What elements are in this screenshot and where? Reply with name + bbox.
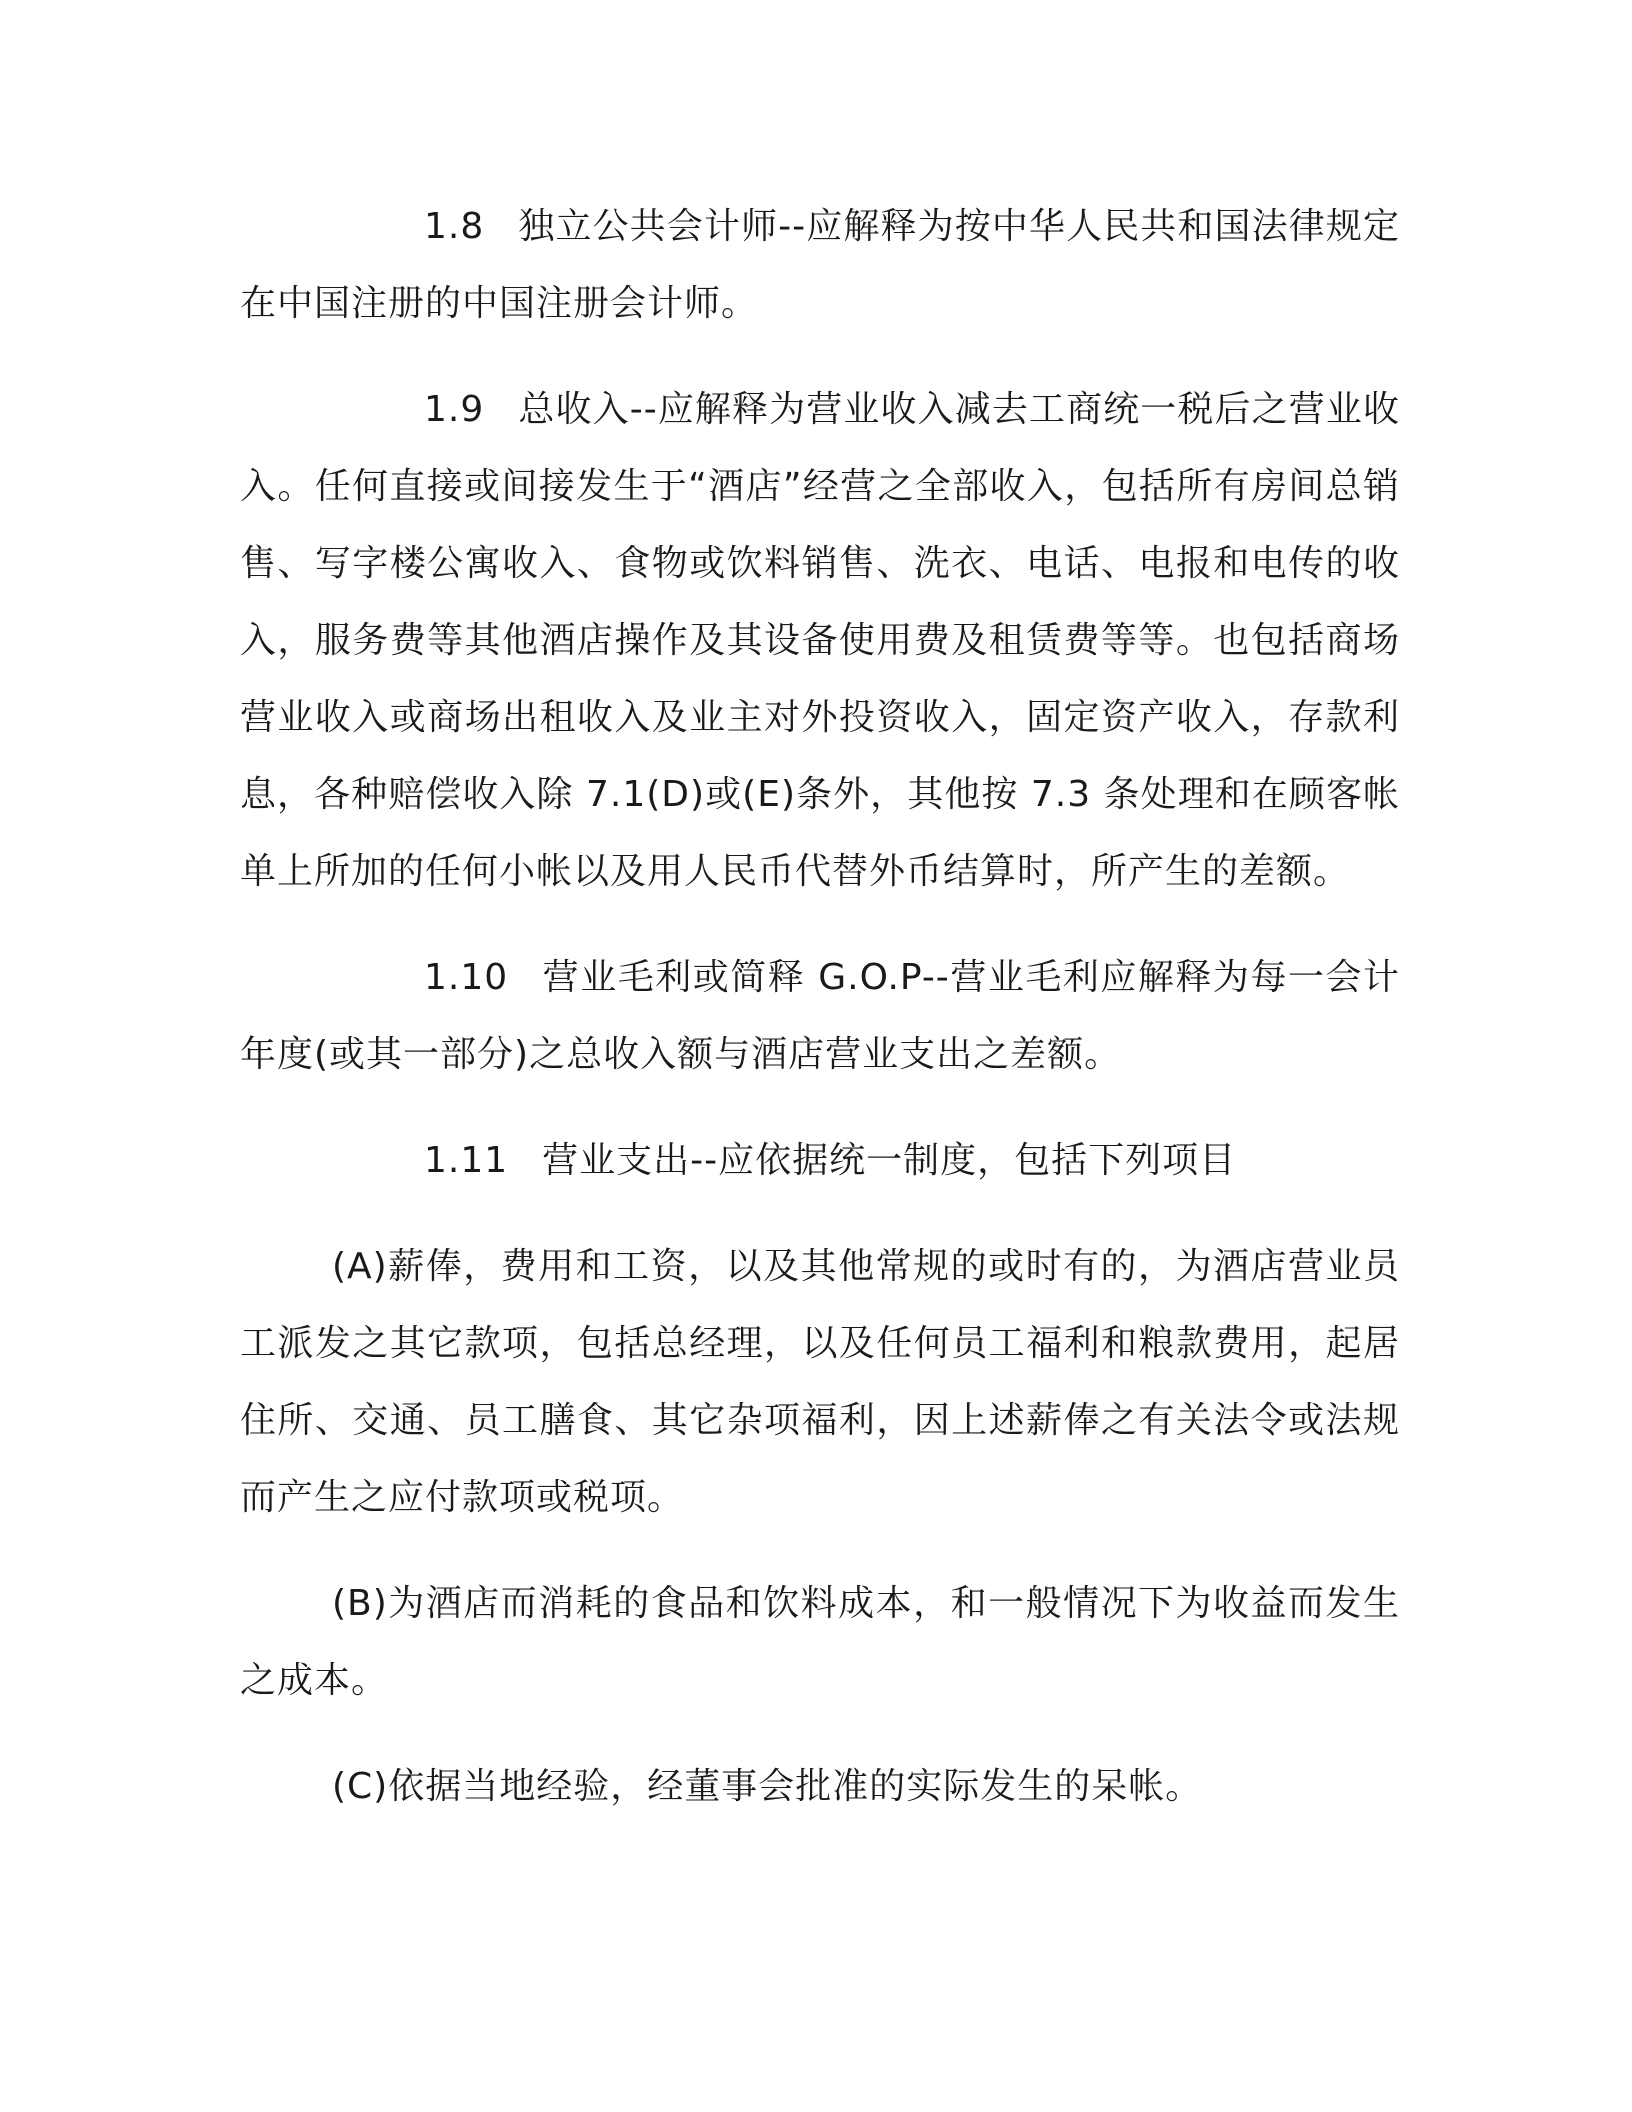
section-1-9 (240, 371, 1400, 910)
section-text: 总收入--应解释为营业收入减去工商统一税后之营业收入。任何直接或间接发生于“酒店”经营之全部收入，包括所有房间总销售、写字楼公寓收入、食物或饮料销售、洗衣、电话、电报和电传的收入，服务费等其他酒店操作及其设备使用费及租赁费等等。也包括商场营业收入或商场出租收入及业主对外投资收入，固定资产收入，存款利息，各种赔偿收入除 7.1(D)或(E)条外，其他按 7.3 条处理和在顾客帐单上所加的任何小帐以及用人民币代替外币结算时，所产生的差额。 (240, 389, 1400, 892)
section-number: 1.10 (424, 957, 509, 998)
section-number: 1.11 (424, 1140, 509, 1181)
section-1-11 (240, 1122, 1400, 1199)
section-text: 营业毛利或简释 G.O.P--营业毛利应解释为每一会计年度(或其一部分)之总收入额与酒店营业支出之差额。 (240, 957, 1400, 1075)
section-text: 独立公共会计师--应解释为按中华人民共和国法律规定在中国注册的中国注册会计师。 (240, 206, 1400, 324)
item-a (240, 1228, 1400, 1536)
item-text: (B)为酒店而消耗的食品和饮料成本，和一般情况下为收益而发生之成本。 (240, 1583, 1400, 1701)
section-text: 营业支出--应依据统一制度，包括下列项目 (542, 1140, 1237, 1181)
document-body (240, 188, 1400, 1825)
item-b (240, 1565, 1400, 1719)
section-number: 1.8 (424, 206, 485, 247)
item-text: (A)薪俸，费用和工资，以及其他常规的或时有的，为酒店营业员工派发之其它款项，包括总经理，以及任何员工福利和粮款费用，起居住所、交通、员工膳食、其它杂项福利，因上述薪俸之有关法令或法规而产生之应付款项或税项。 (240, 1246, 1400, 1518)
section-1-10 (240, 939, 1400, 1093)
section-1-8 (240, 188, 1400, 342)
item-text: (C)依据当地经验，经董事会批准的实际发生的呆帐。 (332, 1766, 1203, 1807)
section-number: 1.9 (424, 389, 485, 430)
item-c (240, 1748, 1400, 1825)
